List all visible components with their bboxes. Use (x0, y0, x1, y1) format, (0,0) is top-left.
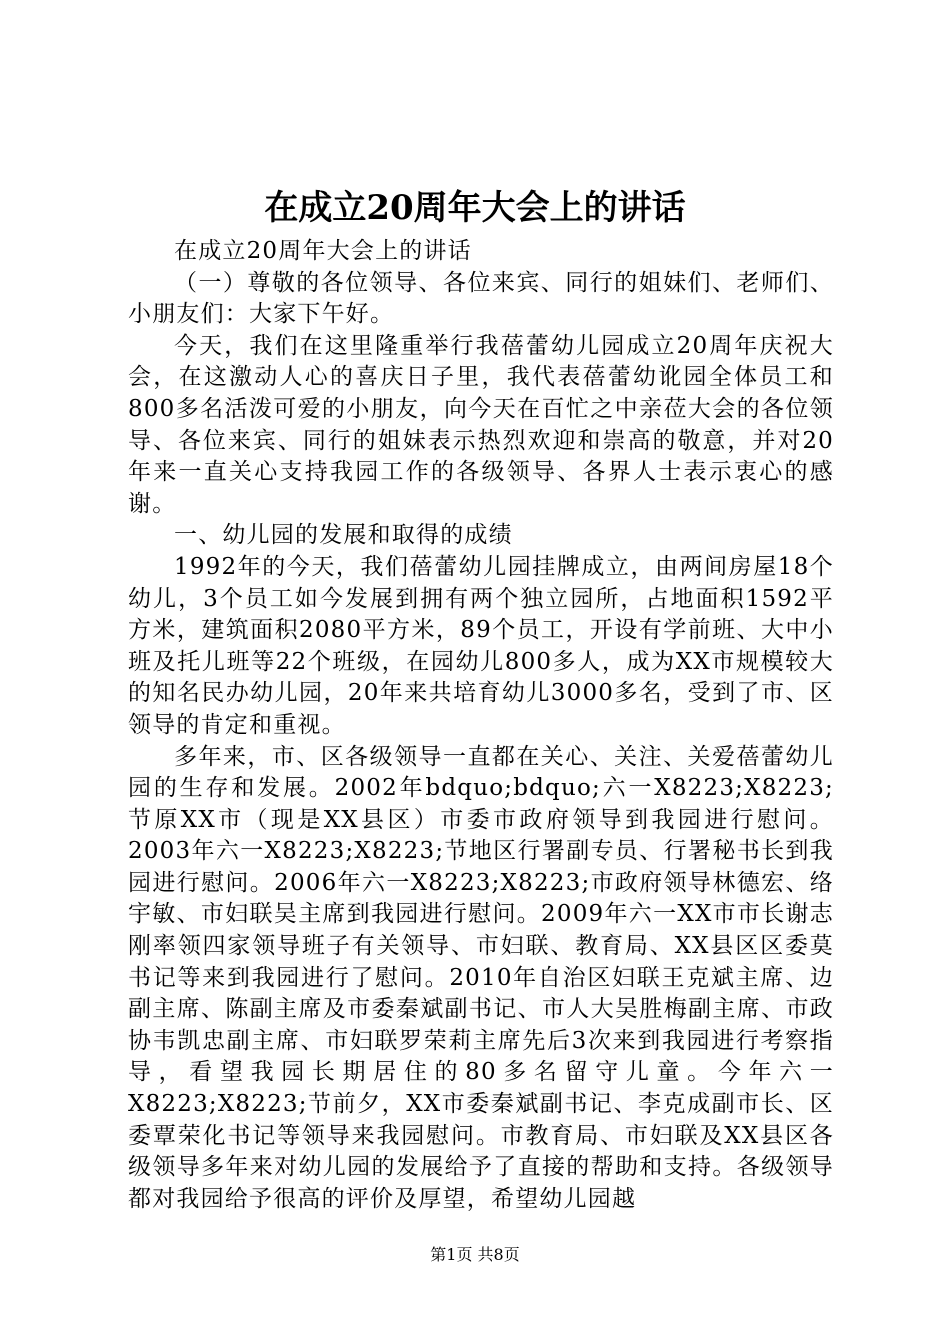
paragraph-leadership: 多年来，市、区各级领导一直都在关心、关注、关爱蓓蕾幼儿园的生存和发展。2002年bdquo;bdquo;六一X8223;X8223;节原XX市（现是XX县区）市委市政府领导到我园进行慰问。2003年六一X8223;X8223;节地区行署副专员、行署秘书长到我园进行慰问。2006年六一X8223;X8223;市政府领导林德宏、络宇敏、市妇联吴主席到我园进行慰问。2009年六一XX市市长谢志刚率领四家领导班子有关领导、市妇联、教育局、XX县区区委莫书记等来到我园进行了慰问。2010年自治区妇联王克斌主席、边副主席、陈副主席及市委秦斌副书记、市人大吴胜梅副主席、市政协韦凯忠副主席、市妇联罗荣莉主席先后3次来到我园进行考察指导，看望我园长期居住的80多名留守儿童。今年六一X8223;X8223;节前夕，XX市委秦斌副书记、李克成副市长、区委覃荣化书记等领导来我园慰问。市教育局、市妇联及XX县区各级领导多年来对幼儿园的发展给予了直接的帮助和支持。各级领导都对我园给予很高的评价及厚望，希望幼儿园越 (128, 743, 834, 1212)
paragraph-opening: 今天，我们在这里隆重举行我蓓蕾幼儿园成立20周年庆祝大会，在这激动人心的喜庆日子里，我代表蓓蕾幼讹园全体员工和800多名活泼可爱的小朋友，向今天在百忙之中亲莅大会的各位领导、各位来宾、同行的姐妹表示热烈欢迎和崇高的敬意，并对20年来一直关心支持我园工作的各级领导、各界人士表示衷心的感谢。 (128, 332, 834, 517)
document-title: 在成立20周年大会上的讲话 (264, 188, 686, 228)
paragraph-history: 1992年的今天，我们蓓蕾幼儿园挂牌成立，由两间房屋18个幼儿，3个员工如今发展到拥有两个独立园所，占地面积1592平方米，建筑面积2080平方米，89个员工，开设有学前班、大中小班及托儿班等22个班级，在园幼儿800多人，成为XX市规模较大的知名民办幼儿园，20年来共培育幼儿3000多名，受到了市、区领导的肯定和重视。 (128, 553, 834, 738)
section-heading: 一、幼儿园的发展和取得的成绩 (174, 522, 513, 549)
paragraph-subtitle: 在成立20周年大会上的讲话 (174, 238, 472, 264)
paragraph-greeting: （一）尊敬的各位领导、各位来宾、同行的姐妹们、老师们、小朋友们：大家下午好。 (128, 269, 834, 328)
document-body (128, 236, 834, 1215)
page-number: 第1页 共8页 (430, 1245, 520, 1264)
